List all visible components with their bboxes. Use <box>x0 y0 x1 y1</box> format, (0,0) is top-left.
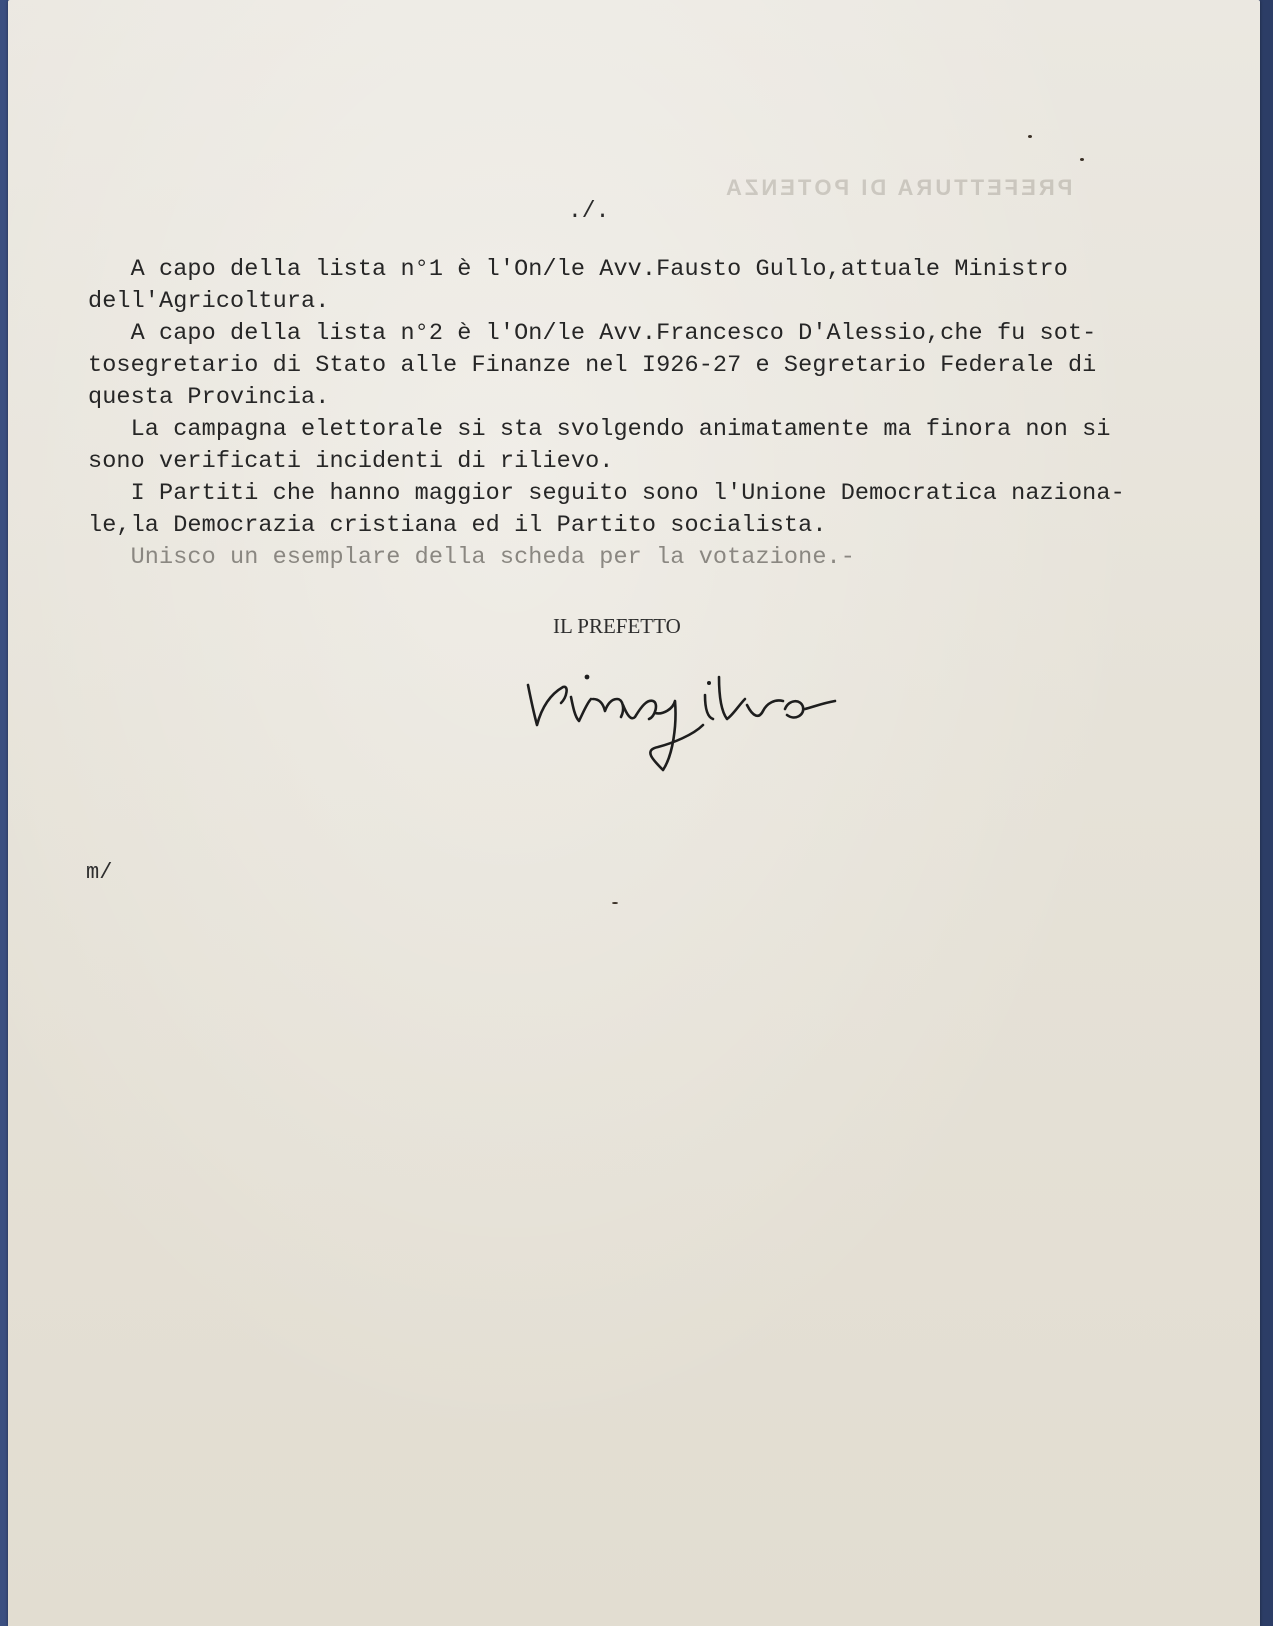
document-page <box>8 0 1260 1626</box>
ink-speck <box>1028 135 1032 138</box>
paragraph-line: tosegretario di Stato alle Finanze nel I926-27 e Segretario Federale di <box>88 352 1097 379</box>
paragraph-line: Unisco un esemplare della scheda per la votazione.- <box>88 544 855 571</box>
paragraph-line: La campagna elettorale si sta svolgendo animatamente ma finora non si <box>88 416 1111 443</box>
paragraph-line: dell'Agricoltura. <box>88 288 330 315</box>
show-through-letterhead: PREFETTURA DI POTENZA <box>723 175 1073 200</box>
ink-speck <box>1080 158 1084 161</box>
paragraph-line: A capo della lista n°1 è l'On/le Avv.Fausto Gullo,attuale Ministro <box>88 256 1068 283</box>
continuation-mark: ./. <box>568 198 610 224</box>
signatory-title: IL PREFETTO <box>553 614 681 638</box>
paragraph-line: I Partiti che hanno maggior seguito sono l'Unione Democratica naziona- <box>88 480 1125 507</box>
paragraph-line: A capo della lista n°2 è l'On/le Avv.Francesco D'Alessio,che fu sot- <box>88 320 1097 347</box>
ink-speck <box>612 902 618 904</box>
handwritten-signature <box>523 655 863 795</box>
paragraph-line: le,la Democrazia cristiana ed il Partito socialista. <box>88 512 827 539</box>
paragraph-line: sono verificati incidenti di rilievo. <box>88 448 614 475</box>
reference-mark: m/ <box>86 860 113 885</box>
paragraph-line: questa Provincia. <box>88 384 330 411</box>
